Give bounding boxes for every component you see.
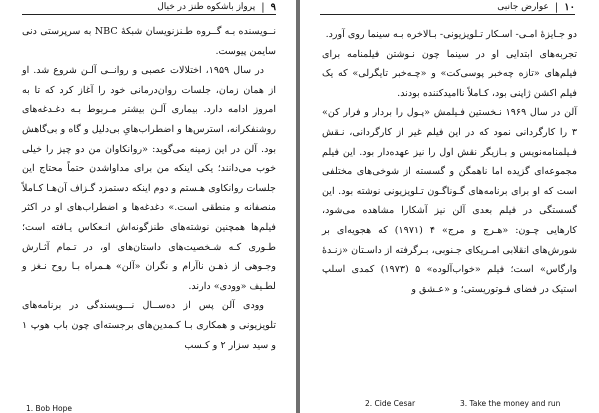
right-footnote-2: 3. Take the money and run <box>460 399 561 408</box>
right-paragraph-1: دو جـایزهٔ امـی- اسـکار تـلویزیونی- بـالاخره بـه سینما روی آورد. <box>325 29 577 40</box>
header-separator: | <box>261 1 265 13</box>
header-separator: | <box>554 1 559 13</box>
right-footnote-1: 2. Cide Cesar <box>365 399 416 408</box>
right-page-body <box>322 25 577 299</box>
right-paragraph-2: تجربه‌های ابتدایی او در سینما چون نـوشتن فیلمنامه برای فیلم‌های «تازه چه‌خبر پوسی‌کت» و «چـه‌خبر تایگرلی» که یک فیلم اکشن ژاپنی بود، کـاملاً ناامیدکننده بودند. <box>322 48 577 99</box>
right-page-number: ۱۰ <box>564 1 575 13</box>
left-footnote: 1. Bob Hope <box>26 404 73 413</box>
right-paragraph-3: آلن در سال ۱۹۶۹ نـخستین فـیلمش «پـول را بردار و فرار کن» ٣ را کارگردانی نمود که در این فیلم غیر از کارگردانی، نـقش فـیلمنامه‌نویس و بـازیگر نقش اول را نیز عهده‌دار بود. این فیلم مجموعه‌ای گزیده اما ناهمگن و گسسته از شوخی‌های مختلفی است که او برای برنامه‌های گـوناگـون تـلویزیونی نوشته بود. این گسستگی در فیلم بعدی آلن نیز آشکارا مشاهده می‌شود، کارهایی چـون: «هـرج و مرج» ۴ (۱۹۷۱) که هجویه‌ای بر شورش‌های انقلابی امـریکای جـنوبی، بـرگرفته از داسـتان «زنـدهٔ وارگاس» است؛ فیلم «خواب‌آلوده» ۵ (۱۹۷۳) کمدی اسلپ استیک در فضای فـوتوریستی؛ و «عـشق و <box>322 107 578 295</box>
right-page <box>300 0 599 413</box>
left-paragraph-1: نــویسنده بـه گــروه طـنزنویسان شبکهٔ NBC به سرپرستی دنی سایمن پیوست. <box>22 26 276 57</box>
left-running-head: پرواز باشکوه طنز در خیال <box>157 1 256 12</box>
left-page-number: ۹ <box>270 1 276 13</box>
right-running-head: عوارض جانبی <box>497 1 549 12</box>
left-page <box>0 0 296 413</box>
left-paragraph-3: وودی آلن پس از ده‌ســال نـــویسندگی در برنامه‌های تلویزیونی و همکاری بـا کـمدین‌های برجسته‌ای چون باب هوپ ١ و سید سزار ٢ و کـسب <box>22 300 276 351</box>
right-page-header <box>320 0 575 15</box>
left-page-header <box>22 0 276 15</box>
left-page-body <box>22 22 276 355</box>
left-paragraph-2: در سال ۱۹۵۹، اختلالات عصبی و روانــی آلـن شروع شد. او از همان زمان، جلسات روان‌درمانی خود را آغاز کرد که تا به امروز ادامه دارد. بیماری آلـن بیشتر مـربوط بـه دغـدغه‌های روشنفکرانه، استرس‌ها و اضطراب‌هایِ بی‌دلیل و گاه و بی‌گاهش بود. آلن در این زمینه می‌گوید: «روانکاوان من دو چیز را خیلی خوب می‌دانند؛ یکی اینکه من برای مداواشدن حتماً محتاج این جلسات روانکاوی هـستم و دوم اینکه دستمزد گـزاف آن‌هـا کـاملاً منصفانه و منطقی است.» دغدغه‌ها و اضطراب‌های او در اکثر فیلم‌ها همچنین نوشته‌های طنزگونه‌اش انـعکاس یـافته است؛ طـوری کـه شـخصیت‌های داستان‌های او، در تـمام آثـارش وجـوهی از ذهـن ناآرام و نگران «آلن» هـمراه بـا روح نـغز و لطـیف «وودی» دارند. <box>22 65 276 292</box>
